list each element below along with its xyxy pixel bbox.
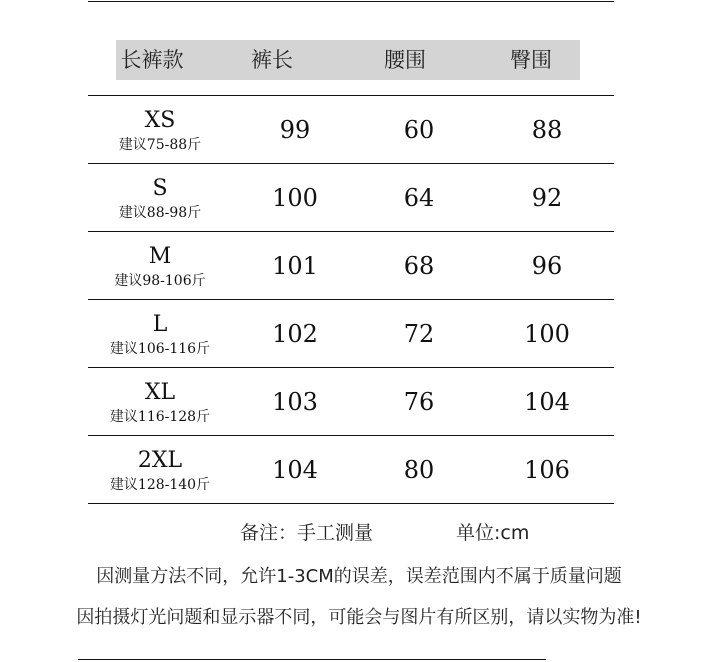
waist-value: 64: [403, 184, 435, 212]
table-bottom-border: [88, 503, 614, 504]
length-value: 99: [279, 116, 311, 144]
waist-value: 80: [403, 456, 435, 484]
weight-recommendation: 建议116-128斤: [109, 409, 211, 425]
size-label: S: [152, 176, 168, 201]
disclaimer-measurement: 因测量方法不同，允许1-3CM的误差，误差范围内不属于质量问题: [96, 566, 622, 587]
hip-value: 92: [531, 184, 563, 212]
table-row: [88, 164, 614, 232]
weight-recommendation: 建议106-116斤: [109, 341, 211, 357]
weight-recommendation: 建议98-106斤: [114, 273, 206, 289]
hip-value: 88: [531, 116, 563, 144]
disclaimer-display: 因拍摄灯光问题和显示器不同，可能会与图片有所区别，请以实物为准!: [76, 607, 642, 628]
length-value: 104: [272, 456, 318, 484]
table-row: [88, 300, 614, 368]
waist-value: 60: [403, 116, 435, 144]
table-row: [88, 232, 614, 300]
hip-value: 104: [524, 388, 570, 416]
length-value: 102: [272, 320, 318, 348]
hip-value: 100: [524, 320, 570, 348]
length-value: 103: [272, 388, 318, 416]
header-hip: 臀围: [510, 48, 552, 72]
top-border: [88, 1, 614, 2]
size-cell: [88, 300, 232, 368]
length-value: 100: [272, 184, 318, 212]
table-row: [88, 96, 614, 164]
header-length: 裤长: [251, 48, 293, 72]
table-row: [88, 368, 614, 436]
size-label: M: [148, 244, 172, 269]
waist-value: 72: [403, 320, 435, 348]
weight-recommendation: 建议75-88斤: [118, 137, 202, 153]
size-cell: [88, 368, 232, 436]
length-value: 101: [272, 252, 318, 280]
size-label: L: [152, 312, 168, 337]
hip-value: 96: [531, 252, 563, 280]
unit-text: 单位:cm: [456, 522, 530, 544]
weight-recommendation: 建议88-98斤: [118, 205, 202, 221]
waist-value: 68: [403, 252, 435, 280]
weight-recommendation: 建议128-140斤: [109, 477, 211, 493]
bottom-divider: [78, 659, 546, 660]
header-waist: 腰围: [384, 48, 426, 72]
table-row: [88, 436, 614, 504]
size-cell: [88, 436, 232, 504]
remark-text: 备注：手工测量: [240, 522, 374, 544]
waist-value: 76: [403, 388, 435, 416]
size-cell: [88, 164, 232, 232]
size-label: XL: [144, 380, 176, 405]
hip-value: 106: [524, 456, 570, 484]
header-size: 长裤款: [120, 48, 184, 72]
size-label: 2XL: [137, 448, 183, 473]
size-cell: [88, 96, 232, 164]
size-cell: [88, 232, 232, 300]
size-label: XS: [144, 108, 176, 133]
